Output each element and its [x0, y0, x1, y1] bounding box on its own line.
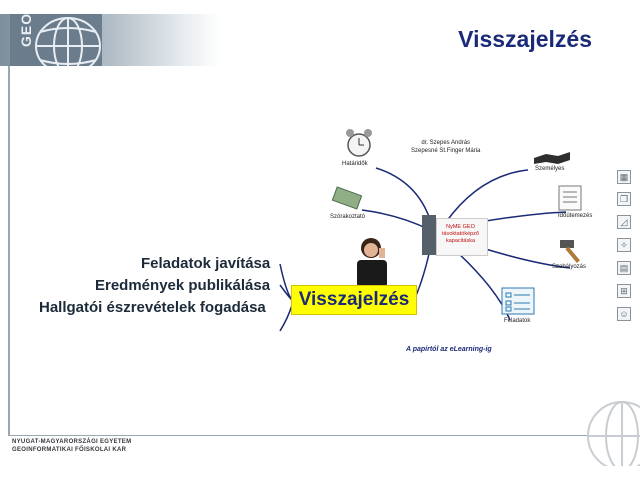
- branch-label-5: Szabályozás: [552, 264, 587, 270]
- branch-label-6: Feladatok: [504, 318, 531, 324]
- side-pages-icon[interactable]: ❐: [617, 192, 631, 206]
- list-item-eredmenyek: Eredmények publikálása: [95, 277, 271, 294]
- alarm-clock-icon: [344, 127, 374, 161]
- side-hierarchy-icon[interactable]: ⊞: [617, 284, 631, 298]
- authors-block: [411, 139, 480, 155]
- list-item-hallgatoi: Hallgatói észrevételek fogadása: [39, 299, 266, 316]
- side-person-icon[interactable]: ☺: [617, 307, 631, 321]
- center-box-text: [442, 224, 479, 245]
- checklist-icon: [556, 184, 584, 212]
- center-line-1: NyME GEO: [446, 224, 475, 230]
- author-1: dr. Szepes András: [421, 140, 471, 146]
- hammer-icon: [556, 238, 592, 264]
- form-icon: [500, 286, 536, 316]
- author-2: Szepesné St.Finger Mária: [411, 148, 481, 154]
- page-title: Visszajelzés: [458, 26, 592, 52]
- center-box-pole: [422, 215, 436, 255]
- branch-label-4: Időütemezés: [558, 213, 593, 219]
- globe-watermark-icon: [582, 396, 640, 466]
- footer-line-2: GEOINFORMATIKAI FŐISKOLAI KAR: [12, 447, 127, 453]
- footer-line-1: NYUGAT-MAGYARORSZÁGI EGYETEM: [12, 439, 132, 445]
- branch-label-1: Határidők: [342, 161, 368, 167]
- side-chart-icon[interactable]: ◿: [617, 215, 631, 229]
- person-photo: [349, 236, 395, 288]
- side-book-icon[interactable]: ▤: [617, 261, 631, 275]
- list-item-feladatok: Feladatok javítása: [141, 255, 271, 272]
- mindmap-note: A papírtól az eLearning-ig: [406, 346, 492, 353]
- money-icon: [332, 185, 362, 211]
- center-line-3: kapacitáska: [445, 238, 476, 244]
- branch-label-2: Szórakoztató: [330, 214, 366, 220]
- center-line-2: távoktatóképző: [442, 231, 479, 237]
- side-tool-icon[interactable]: ✧: [617, 238, 631, 252]
- side-grid-icon[interactable]: ▦: [617, 170, 631, 184]
- branch-label-3: Személyes: [535, 166, 565, 172]
- handshake-icon: [532, 146, 572, 168]
- center-label: Visszajelzés: [291, 285, 417, 315]
- footer-org: [12, 438, 131, 454]
- logo-text: GEO: [18, 12, 34, 47]
